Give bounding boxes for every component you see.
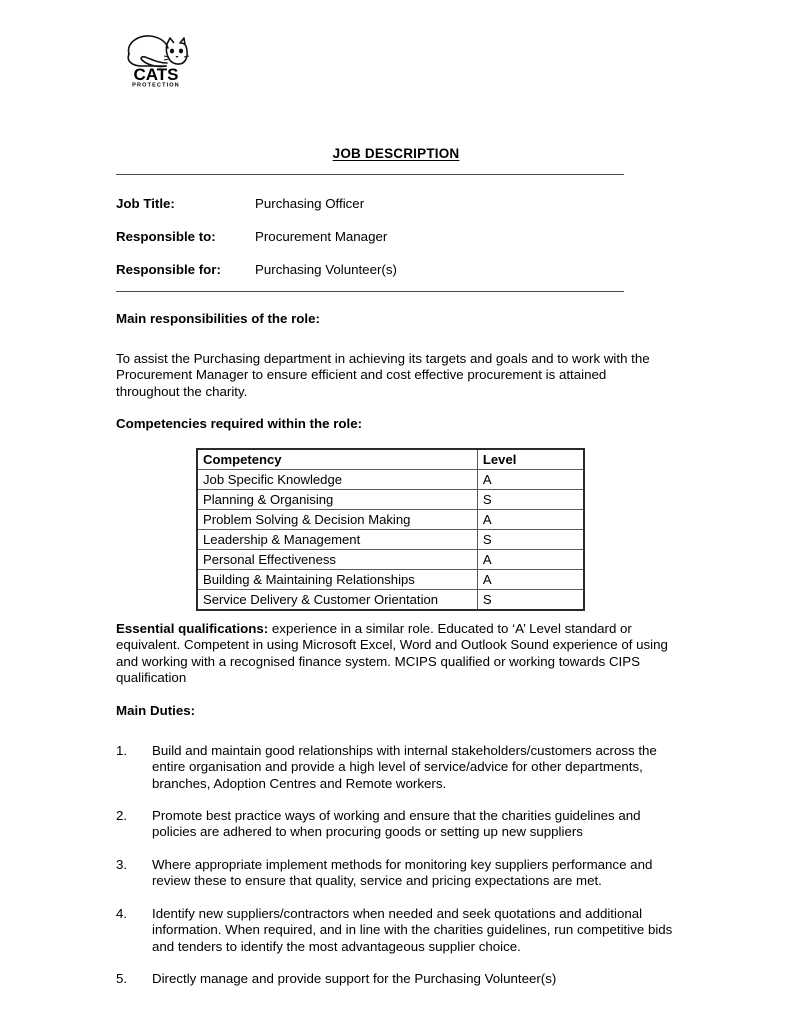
paragraph-main-responsibilities: To assist the Purchasing department in achieving its targets and goals and to work with the Procurement Manager to ensure efficient and cost effective procurement is attained throughout the charity. bbox=[116, 351, 650, 399]
duty-number: 4. bbox=[116, 906, 128, 921]
cell-competency: Service Delivery & Customer Orientation bbox=[197, 590, 477, 611]
table-row bbox=[197, 530, 584, 550]
table-row bbox=[197, 590, 584, 611]
logo-wordmark: CATS bbox=[133, 65, 179, 84]
logo-subtitle: PROTECTION bbox=[132, 82, 180, 88]
meta-label-responsible-for: Responsible for: bbox=[116, 262, 221, 277]
heading-competencies: Competencies required within the role: bbox=[116, 416, 363, 431]
meta-value-responsible-for: Purchasing Volunteer(s) bbox=[255, 262, 397, 277]
cell-level: A bbox=[477, 550, 584, 570]
cell-level: A bbox=[477, 510, 584, 530]
heading-main-responsibilities: Main responsibilities of the role: bbox=[116, 311, 320, 326]
duty-text: Where appropriate implement methods for monitoring key suppliers performance and review these to ensure that quality, service and pricing expectations are met. bbox=[152, 857, 653, 889]
table-row bbox=[197, 570, 584, 590]
duty-item bbox=[116, 857, 674, 890]
cell-level: S bbox=[477, 530, 584, 550]
table-header-level: Level bbox=[477, 449, 584, 470]
duty-item bbox=[116, 971, 674, 987]
duty-text: Promote best practice ways of working and ensure that the charities guidelines and policies are adhered to when procuring goods or setting up new suppliers bbox=[152, 808, 641, 840]
cats-protection-logo bbox=[120, 30, 192, 88]
duty-text: Directly manage and provide support for the Purchasing Volunteer(s) bbox=[152, 971, 557, 986]
curled-cat-icon bbox=[120, 30, 192, 88]
table-row bbox=[197, 470, 584, 490]
cell-competency: Leadership & Management bbox=[197, 530, 477, 550]
meta-row-responsible-for bbox=[116, 262, 676, 278]
meta-row-responsible-to bbox=[116, 229, 676, 245]
meta-value-job-title: Purchasing Officer bbox=[255, 196, 365, 211]
page-title bbox=[116, 146, 676, 161]
cell-competency: Problem Solving & Decision Making bbox=[197, 510, 477, 530]
cell-level: A bbox=[477, 470, 584, 490]
cell-level: S bbox=[477, 490, 584, 510]
meta-label-job-title: Job Title: bbox=[116, 196, 175, 211]
heading-main-duties: Main Duties: bbox=[116, 703, 196, 718]
paragraph-essential-qualifications bbox=[116, 621, 672, 687]
meta-value-responsible-to: Procurement Manager bbox=[255, 229, 388, 244]
page-title-text: JOB DESCRIPTION bbox=[332, 146, 460, 161]
cell-level: S bbox=[477, 590, 584, 611]
duty-number: 1. bbox=[116, 743, 128, 758]
label-essential-qualifications: Essential qualifications: bbox=[116, 621, 269, 636]
cell-competency: Building & Maintaining Relationships bbox=[197, 570, 477, 590]
cell-competency: Planning & Organising bbox=[197, 490, 477, 510]
table-row bbox=[197, 510, 584, 530]
duty-number: 5. bbox=[116, 971, 128, 986]
duty-text: Identify new suppliers/contractors when needed and seek quotations and additional information. When required, and in line with the charities guidelines, run competitive bids and tenders to identify the most advantageous supplier choice. bbox=[152, 906, 673, 954]
competency-table bbox=[196, 448, 585, 611]
duty-number: 3. bbox=[116, 857, 128, 872]
cell-level: A bbox=[477, 570, 584, 590]
duty-text: Build and maintain good relationships with internal stakeholders/customers across the entire organisation and provide a high level of service/advice for other departments, branches, Adoption Centres and Remote workers. bbox=[152, 743, 657, 791]
divider-bottom bbox=[116, 291, 624, 292]
table-row bbox=[197, 550, 584, 570]
duty-number: 2. bbox=[116, 808, 128, 823]
duty-item bbox=[116, 743, 674, 792]
table-row bbox=[197, 490, 584, 510]
meta-label-responsible-to: Responsible to: bbox=[116, 229, 216, 244]
duty-item bbox=[116, 808, 674, 841]
table-header-competency: Competency bbox=[197, 449, 477, 470]
meta-row-job-title bbox=[116, 196, 676, 212]
text-essential-qualifications: experience in a similar role. Educated to ‘A’ Level standard or equivalent. Competent in using Microsoft Excel, Word and Outlook Sound experience of using and working with a recognised finance system. MCIPS qualified or working towards CIPS qualification bbox=[116, 621, 668, 686]
divider-top bbox=[116, 174, 624, 175]
cell-competency: Job Specific Knowledge bbox=[197, 470, 477, 490]
duty-item bbox=[116, 906, 674, 955]
cell-competency: Personal Effectiveness bbox=[197, 550, 477, 570]
table-header-row bbox=[197, 449, 584, 470]
